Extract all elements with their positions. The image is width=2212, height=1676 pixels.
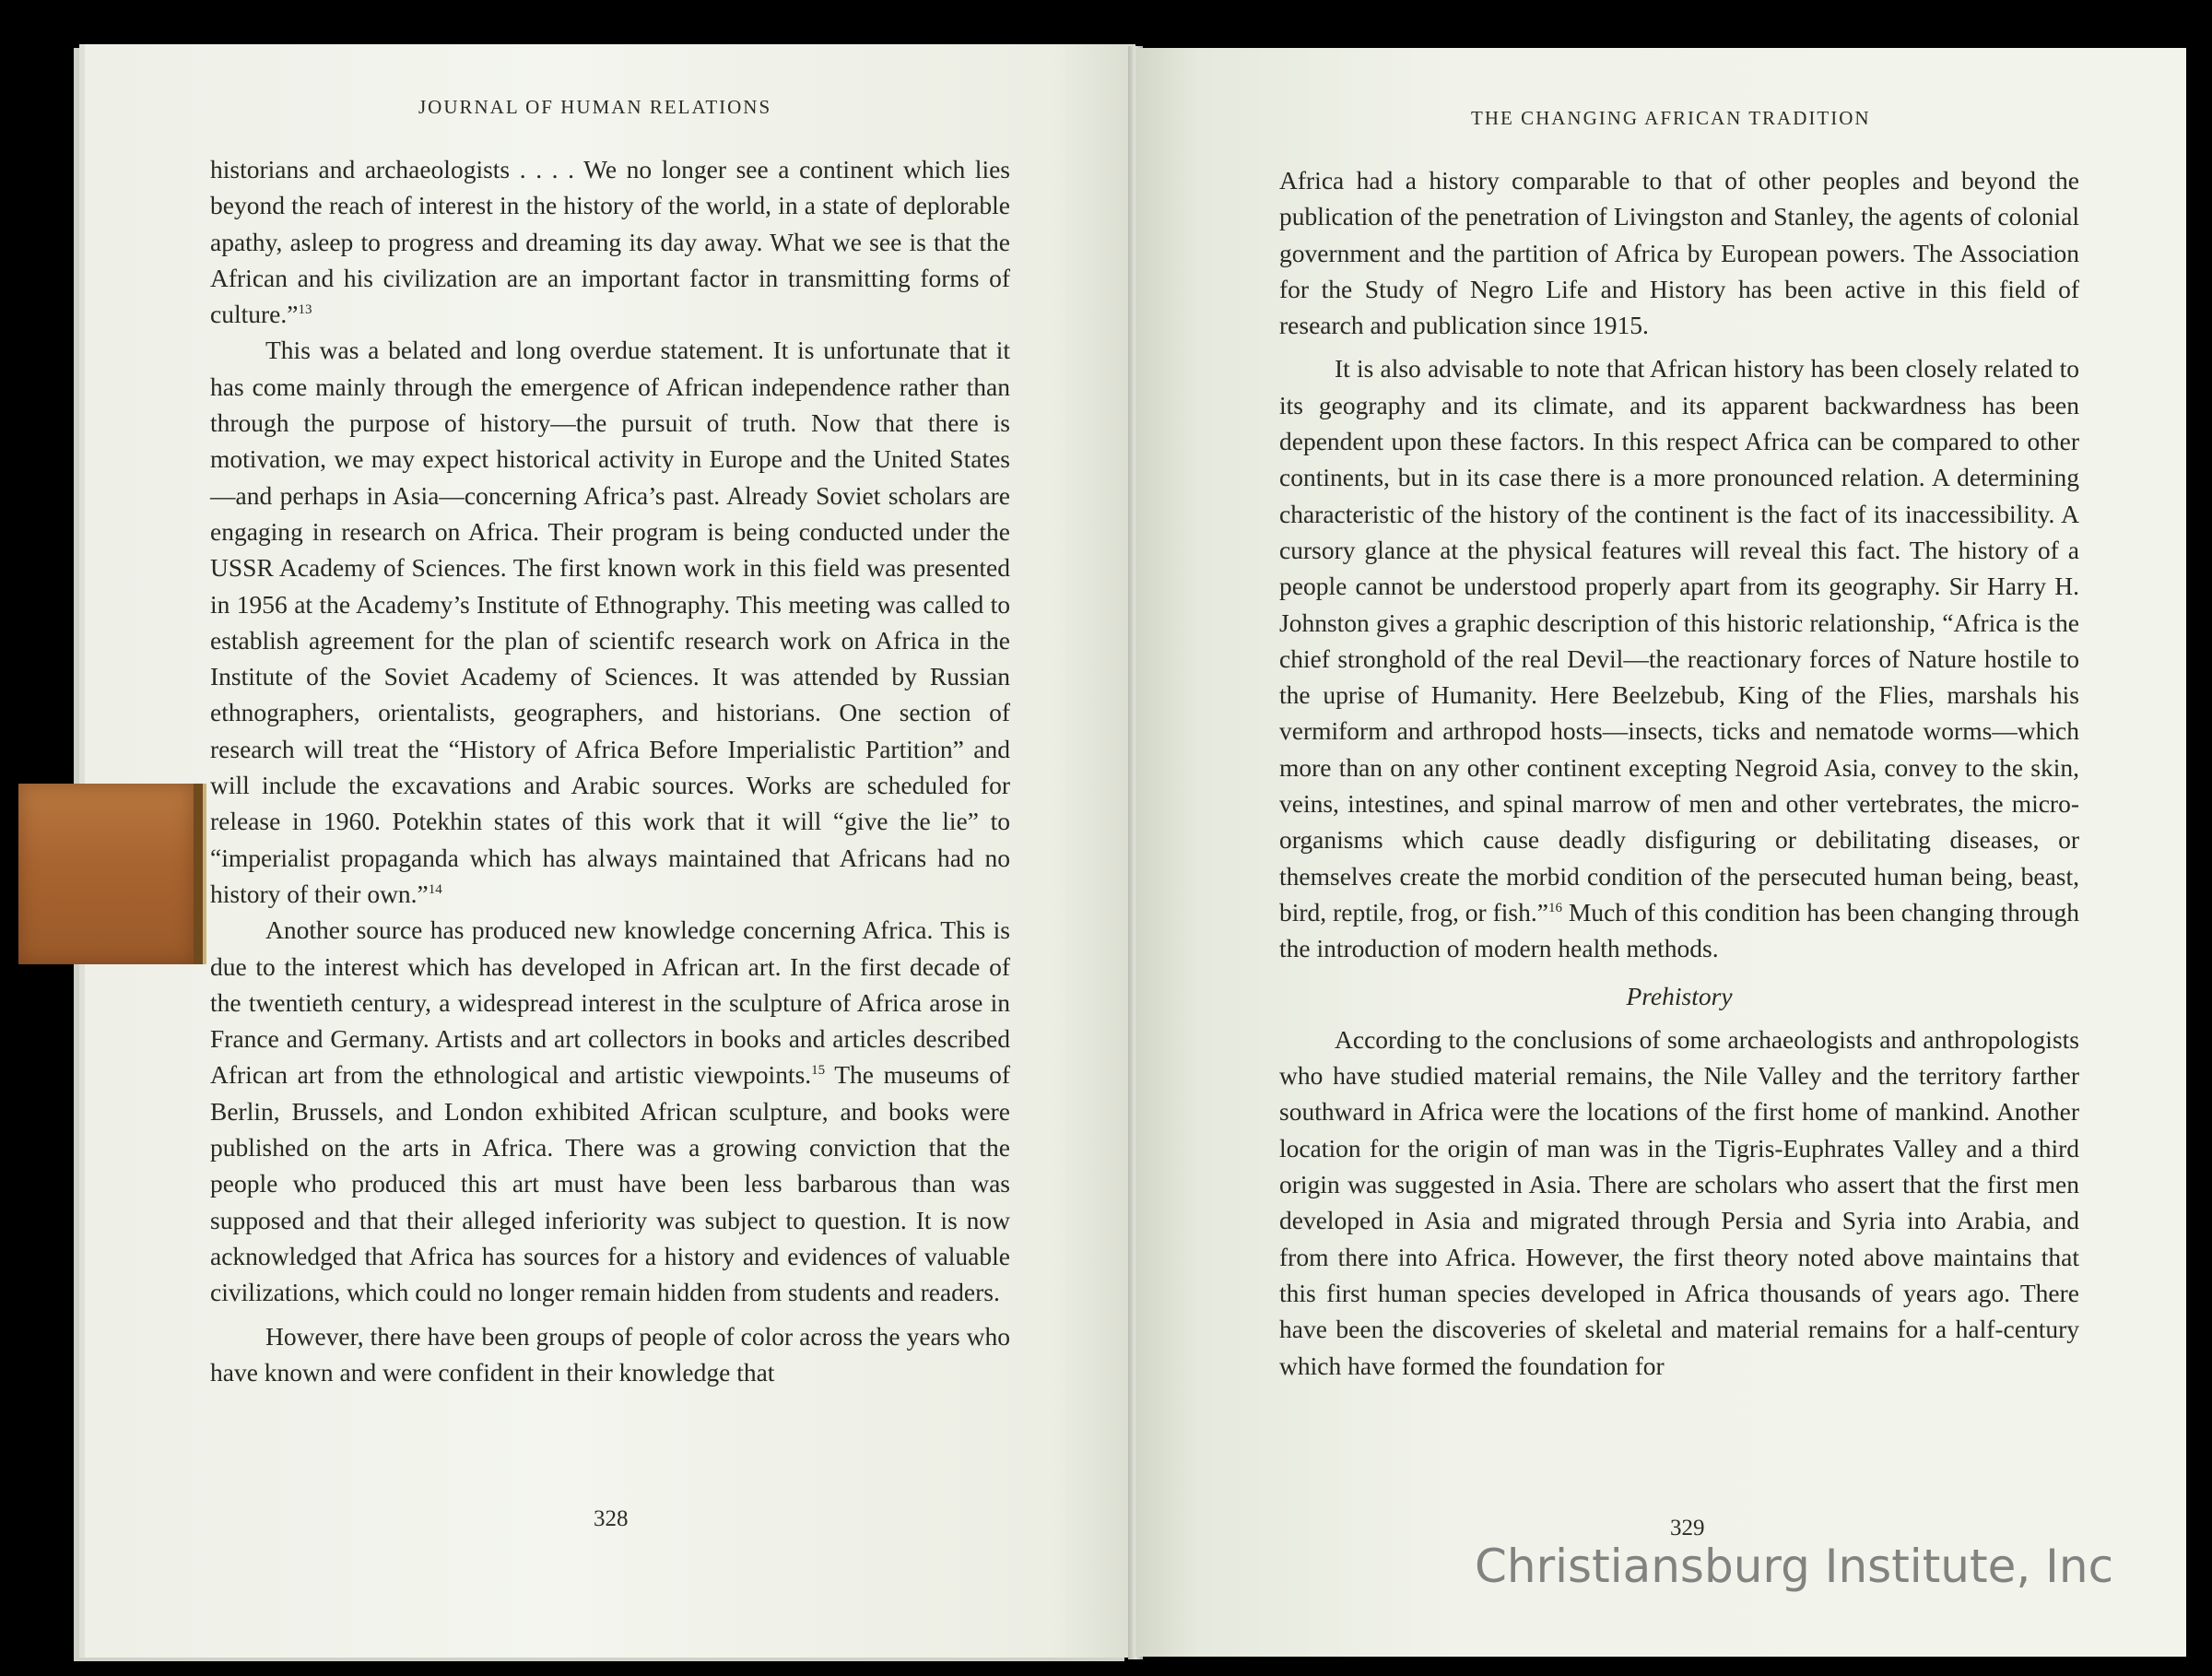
paragraph-text: The museums of Berlin, Brussels, and London exhibited African sculpture, and books were published on the arts in Africa. There was a growing conviction that the people who produced this art must have been less barbarous than was supposed and that their alleged inferiority was subject to question. It is now acknowledged that Africa has sources for a history and evidences of valuable civilizations, which could no longer remain hidden from students and readers.	[210, 1060, 1010, 1307]
section-heading: Prehistory	[1626, 981, 1733, 1010]
paragraph-text: According to the conclusions of some archaeologists and anthropologists who have studied material remains, the Nile Valley and the territory farther southward in Africa were the locations of the first home of mankind. Another location for the origin of man was in the Tigris-Euphrates Valley and a third origin was suggested in Asia. There are scholars who assert that the first men developed in Asia and migrated through Persia and Syria into Arabia, and from there into Africa. However, the first theory noted above maintains that this first human species developed in Africa thousands of years ago. There have been the discoveries of skeletal and material remains for a half-century which have formed the foundation for	[1279, 1024, 2079, 1380]
paragraph-text: historians and archaeologists . . . . We no longer see a continent which lies beyond the reach of interest in the history of the world, in a state of deplorable apathy, asleep to progress and dreaming its day away. What we see is that the African and his civilization are an important factor in transmitting forms of culture.”	[210, 155, 1010, 329]
paragraph	[1279, 1021, 2079, 1384]
paragraph-text: Another source has produced new knowledge concerning Africa. This is due to the interest which has developed in African art. In the first decade of the twentieth century, a widespread interest in the sculpture of Africa arose in France and Germany. Artists and art collectors in books and articles described African art from the ethnological and artistic viewpoints.	[210, 915, 1010, 1090]
right-page-text	[1279, 162, 2079, 1384]
running-head-right: THE CHANGING AFRICAN TRADITION	[1471, 107, 1871, 129]
watermark-text: Christiansburg Institute, Inc	[1475, 1540, 2114, 1593]
footnote-ref: 16	[1547, 900, 1562, 915]
paragraph	[1279, 350, 2079, 966]
paragraph-text: However, there have been groups of people of color across the years who have known and were confident in their knowledge that	[210, 1321, 1010, 1387]
paragraph-text: This was a belated and long overdue statement. It is unfortunate that it has come mainly through the emergence of African independence rather than through the purpose of history—the pursuit of truth. Now that there is motivation, we may expect historical activity in Europe and the United States—and perhaps in Asia—concerning Africa’s past. Already Soviet scholars are engaging in research on Africa. Their program is being conducted under the USSR Academy of Sciences. The first known work in this field was presented in 1956 at the Academy’s Institute of Ethnography. This meeting was called to establish agreement for the plan of scientifc research work on Africa in the Institute of the Soviet Academy of Sciences. It was attended by Russian ethnographers, orientalists, geographers, and historians. One section of research will treat the “History of Africa Before Imperialistic Partition” and will include the excavations and Arabic sources. Works are scheduled for release in 1960. Potekhin states of this work that it will “give the lie” to “imperialist propaganda which has always maintained that Africans had no history of their own.”	[210, 336, 1010, 908]
paragraph	[210, 151, 1010, 332]
bookmark-tab	[18, 784, 203, 964]
paragraph-text: Much of this condition has been changing through the introduction of modern health methods.	[1279, 897, 2079, 963]
footnote-ref: 13	[298, 302, 312, 318]
left-page	[85, 44, 1135, 1658]
paragraph	[1279, 162, 2079, 343]
paragraph-text: It is also advisable to note that African history has been closely related to its geography and its climate, and its apparent backwardness has been dependent upon these factors. In this respect Africa can be compared to other continents, but in its case there is a more pronounced relation. A determining characteristic of the history of the continent is the fact of its inaccessibility. A cursory glance at the physical features will reveal this fact. The history of a people cannot be understood properly apart from its geography. Sir Harry H. Johnston gives a graphic description of this historic relationship, “Africa is the chief stronghold of the real Devil—the reactionary forces of Nature hostile to the uprise of Humanity. Here Beelzebub, King of the Flies, marshals his vermiform and arthropod hosts—insects, ticks and nematode worms—which more than on any other continent excepting Negroid Asia, convey to the skin, veins, intestines, and spinal marrow of men and other vertebrates, the micro-organisms which cause deadly disfiguring or debilitating diseases, or themselves create the morbid condition of the persecuted human being, beast, bird, reptile, frog, or fish.”	[1279, 354, 2079, 927]
paragraph	[210, 1318, 1010, 1391]
paragraph	[210, 332, 1010, 912]
paragraph-text: Africa had a history comparable to that of other peoples and beyond the publication of the penetration of Livingston and Stanley, the agents of colonial government and the partition of Africa by European powers. The Association for the Study of Negro Life and History has been active in this field of research and publication since 1915.	[1279, 166, 2079, 340]
page-number-right: 329	[1670, 1516, 1705, 1540]
paragraph	[210, 912, 1010, 1310]
footnote-ref: 14	[428, 881, 442, 897]
right-page	[1135, 48, 2186, 1657]
left-page-text	[210, 151, 1010, 1390]
page-number-left: 328	[594, 1506, 629, 1531]
running-head-left: JOURNAL OF HUMAN RELATIONS	[418, 96, 772, 118]
footnote-ref: 15	[811, 1063, 826, 1079]
